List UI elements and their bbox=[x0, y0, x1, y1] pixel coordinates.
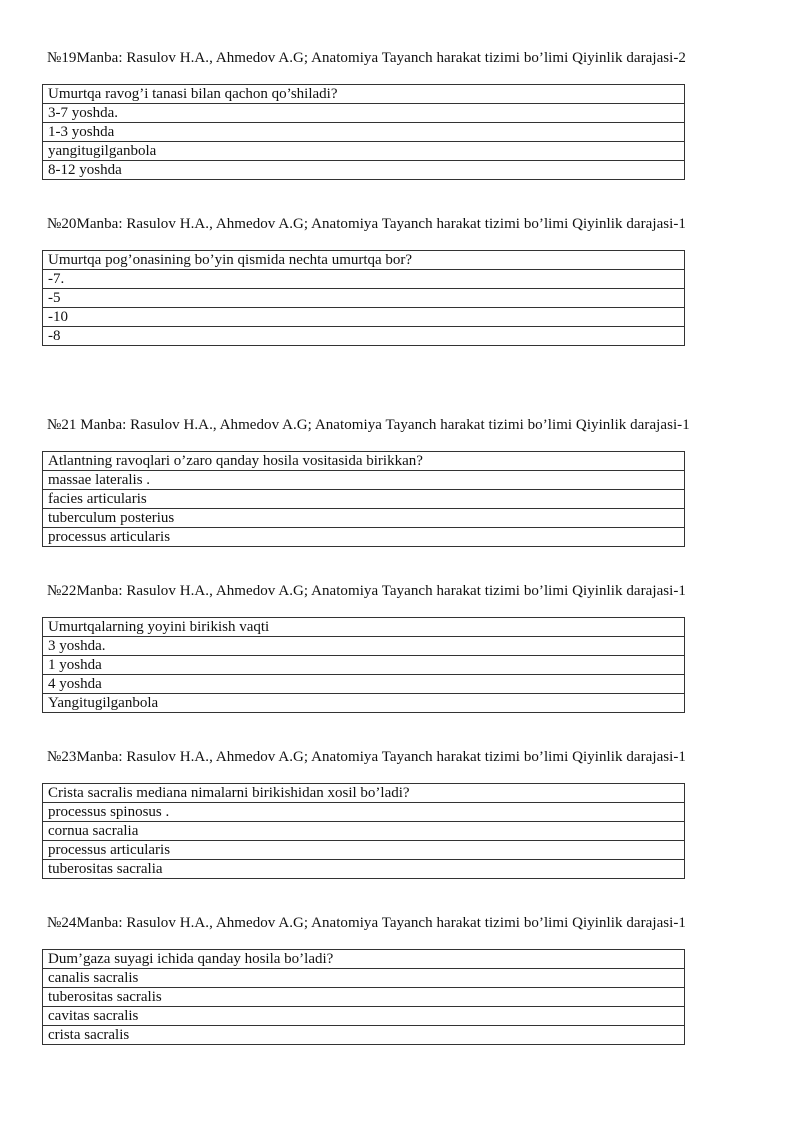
answer-option: tuberositas sacralia bbox=[43, 860, 685, 879]
question-table bbox=[42, 250, 685, 346]
answer-option: cavitas sacralis bbox=[43, 1007, 685, 1026]
answer-option: tuberculum posterius bbox=[43, 509, 685, 528]
answer-option: cornua sacralia bbox=[43, 822, 685, 841]
question-row bbox=[43, 784, 685, 803]
question-text: Umurtqa pog’onasining bo’yin qismida nechta umurtqa bor? bbox=[43, 251, 685, 270]
answer-option: Yangitugilganbola bbox=[43, 694, 685, 713]
answer-option: canalis sacralis bbox=[43, 969, 685, 988]
question-text: Dum’gaza suyagi ichida qanday hosila bo’ladi? bbox=[43, 950, 685, 969]
answer-row bbox=[43, 528, 685, 547]
question-table bbox=[42, 949, 685, 1045]
question-header: №22Manba: Rasulov H.A., Ahmedov A.G; Anatomiya Tayanch harakat tizimi bo’limi Qiyinlik darajasi-1 bbox=[47, 583, 686, 599]
answer-option: 1-3 yoshda bbox=[43, 123, 685, 142]
question-row bbox=[43, 618, 685, 637]
answer-row bbox=[43, 509, 685, 528]
question-header: №20Manba: Rasulov H.A., Ahmedov A.G; Anatomiya Tayanch harakat tizimi bo’limi Qiyinlik darajasi-1 bbox=[47, 216, 686, 232]
answer-row bbox=[43, 308, 685, 327]
answer-row bbox=[43, 1007, 685, 1026]
answer-option: crista sacralis bbox=[43, 1026, 685, 1045]
question-row bbox=[43, 950, 685, 969]
answer-row bbox=[43, 471, 685, 490]
answer-row bbox=[43, 694, 685, 713]
question-table bbox=[42, 783, 685, 879]
question-row bbox=[43, 251, 685, 270]
answer-option: yangitugilganbola bbox=[43, 142, 685, 161]
answer-option: tuberositas sacralis bbox=[43, 988, 685, 1007]
answer-option: 1 yoshda bbox=[43, 656, 685, 675]
answer-row bbox=[43, 104, 685, 123]
answer-row bbox=[43, 822, 685, 841]
question-table bbox=[42, 451, 685, 547]
question-header: №24Manba: Rasulov H.A., Ahmedov A.G; Anatomiya Tayanch harakat tizimi bo’limi Qiyinlik darajasi-1 bbox=[47, 915, 686, 931]
question-table bbox=[42, 617, 685, 713]
answer-option: 3 yoshda. bbox=[43, 637, 685, 656]
question-table bbox=[42, 84, 685, 180]
answer-row bbox=[43, 656, 685, 675]
answer-row bbox=[43, 123, 685, 142]
answer-row bbox=[43, 675, 685, 694]
question-header: №23Manba: Rasulov H.A., Ahmedov A.G; Anatomiya Tayanch harakat tizimi bo’limi Qiyinlik darajasi-1 bbox=[47, 749, 686, 765]
answer-option: processus articularis bbox=[43, 841, 685, 860]
answer-option: -10 bbox=[43, 308, 685, 327]
answer-option: facies articularis bbox=[43, 490, 685, 509]
question-text: Crista sacralis mediana nimalarni birikishidan xosil bo’ladi? bbox=[43, 784, 685, 803]
answer-row bbox=[43, 637, 685, 656]
answer-row bbox=[43, 161, 685, 180]
answer-row bbox=[43, 327, 685, 346]
answer-row bbox=[43, 1026, 685, 1045]
answer-row bbox=[43, 490, 685, 509]
question-header: №19Manba: Rasulov H.A., Ahmedov A.G; Anatomiya Tayanch harakat tizimi bo’limi Qiyinlik darajasi-2 bbox=[47, 50, 686, 66]
answer-option: -7. bbox=[43, 270, 685, 289]
question-header: №21 Manba: Rasulov H.A., Ahmedov A.G; Anatomiya Tayanch harakat tizimi bo’limi Qiyinlik darajasi-1 bbox=[47, 417, 690, 433]
answer-row bbox=[43, 860, 685, 879]
answer-row bbox=[43, 142, 685, 161]
answer-row bbox=[43, 988, 685, 1007]
question-text: Atlantning ravoqlari o’zaro qanday hosila vositasida birikkan? bbox=[43, 452, 685, 471]
question-text: Umurtqalarning yoyini birikish vaqti bbox=[43, 618, 685, 637]
answer-option: 4 yoshda bbox=[43, 675, 685, 694]
answer-row bbox=[43, 270, 685, 289]
question-row bbox=[43, 85, 685, 104]
answer-row bbox=[43, 969, 685, 988]
answer-row bbox=[43, 841, 685, 860]
question-text: Umurtqa ravog’i tanasi bilan qachon qo’shiladi? bbox=[43, 85, 685, 104]
answer-option: -5 bbox=[43, 289, 685, 308]
answer-option: 8-12 yoshda bbox=[43, 161, 685, 180]
answer-option: massae lateralis . bbox=[43, 471, 685, 490]
question-row bbox=[43, 452, 685, 471]
answer-option: -8 bbox=[43, 327, 685, 346]
answer-option: processus spinosus . bbox=[43, 803, 685, 822]
answer-row bbox=[43, 803, 685, 822]
answer-row bbox=[43, 289, 685, 308]
answer-option: 3-7 yoshda. bbox=[43, 104, 685, 123]
answer-option: processus articularis bbox=[43, 528, 685, 547]
